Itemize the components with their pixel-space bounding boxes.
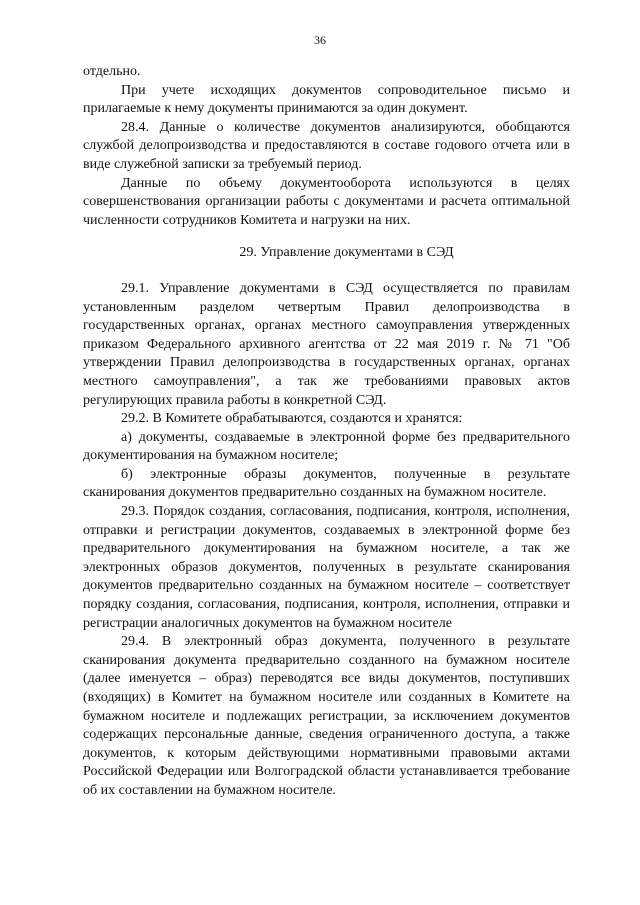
page-number: 36 bbox=[314, 33, 326, 47]
list-item-a: а) документы, создаваемые в электронной форме без предварительного документирования на бумажном носителе; bbox=[83, 429, 570, 464]
paragraph-29-3: 29.3. Порядок создания, согласования, подписания, контроля, исполнения, отправки и регистрации документов, создаваемых в электронной форме без предварительного документирования на бумажном носителе, а так же электронных образов документов, полученных в результате сканирования документов предварительно созданных на бумажном носителе – соответствует порядку создания, согласования, подписания, контроля, исполнения, отправки и регистрации аналогичных документов на бумажном носителе bbox=[83, 504, 570, 631]
paragraph-workflow-volume: Данные по объему документооборота используются в целях совершенствования организации работы с документами и расчета оптимальной численности сотрудников Комитета и нагрузки на них. bbox=[83, 175, 570, 228]
list-item-b: б) электронные образы документов, полученные в результате сканирования документов предварительно созданных на бумажном носителе. bbox=[83, 466, 570, 501]
spacer bbox=[83, 263, 570, 280]
paragraph-28-4: 28.4. Данные о количестве документов анализируются, обобщаются службой делопроизводства и предоставляются в составе годового отчета или в виде служебной записки за требуемый период. bbox=[83, 119, 570, 172]
paragraph-continuation: отдельно. bbox=[83, 64, 141, 79]
paragraph-29-1: 29.1. Управление документами в СЭД осуществляется по правилам установленным разделом четвертым Правил делопроизводства в государственных органах, органах местного самоуправления утвержденных приказом Федерального архивного агентства от 22 мая 2019 г. № 71 "Об утверждении Правил делопроизводства в государственных органах, органах местного самоуправления", а так же требованиями правовых актов регулирующих правила работы в конкретной СЭД. bbox=[83, 280, 570, 408]
spacer bbox=[83, 230, 570, 244]
section-heading: 29. Управление документами в СЭД bbox=[239, 245, 454, 261]
paragraph-29-2: 29.2. В Комитете обрабатываются, создаются и хранятся: bbox=[121, 411, 463, 427]
document-body bbox=[83, 63, 570, 801]
paragraph-outgoing-documents: При учете исходящих документов сопроводительное письмо и прилагаемые к нему документы принимаются за один документ. bbox=[83, 82, 570, 117]
paragraph-29-4: 29.4. В электронный образ документа, полученного в результате сканирования документа предварительно созданного на бумажном носителе (далее именуется – образ) переводятся все виды документов, поступивших (входящих) в Комитет на бумажном носителе или созданных в Комитете на бумажном носителе и подлежащих регистрации, за исключением документов содержащих персональные данные, сведения ограниченного доступа, а также документов, к которым действующими нормативными правовыми актами Российской Федерации или Волгоградской области устанавливается требование об их составлении на бумажном носителе. bbox=[83, 634, 570, 798]
